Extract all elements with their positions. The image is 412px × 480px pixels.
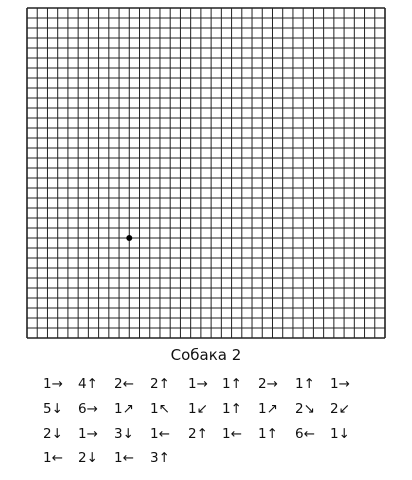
command-step: 1↖ bbox=[150, 401, 170, 417]
start-dot bbox=[126, 235, 132, 241]
command-step: 2↑ bbox=[188, 426, 208, 442]
command-step: 3↓ bbox=[114, 426, 134, 442]
command-step: 6← bbox=[295, 426, 315, 442]
command-step: 1→ bbox=[43, 376, 63, 392]
command-step: 1↙ bbox=[188, 401, 208, 417]
command-step: 1← bbox=[222, 426, 242, 442]
command-step: 1← bbox=[150, 426, 170, 442]
command-step: 1→ bbox=[330, 376, 350, 392]
command-step: 1↑ bbox=[258, 426, 278, 442]
command-step: 2↓ bbox=[43, 426, 63, 442]
command-step: 1→ bbox=[188, 376, 208, 392]
command-step: 2↑ bbox=[150, 376, 170, 392]
command-step: 6→ bbox=[78, 401, 98, 417]
grid-lines bbox=[27, 8, 385, 338]
command-step: 4↑ bbox=[78, 376, 98, 392]
command-step: 2↙ bbox=[330, 401, 350, 417]
command-step: 1↑ bbox=[295, 376, 315, 392]
command-step: 1↓ bbox=[330, 426, 350, 442]
command-step: 1← bbox=[114, 450, 134, 466]
command-step: 1← bbox=[43, 450, 63, 466]
worksheet-title: Собака 2 bbox=[170, 346, 242, 364]
command-step: 2← bbox=[114, 376, 134, 392]
command-step: 2→ bbox=[258, 376, 278, 392]
command-step: 1→ bbox=[78, 426, 98, 442]
command-step: 3↑ bbox=[150, 450, 170, 466]
command-step: 5↓ bbox=[43, 401, 63, 417]
command-step: 1↗ bbox=[114, 401, 134, 417]
command-step: 2↓ bbox=[78, 450, 98, 466]
command-step: 1↑ bbox=[222, 401, 242, 417]
command-step: 2↘ bbox=[295, 401, 315, 417]
command-step: 1↑ bbox=[222, 376, 242, 392]
command-step: 1↗ bbox=[258, 401, 278, 417]
